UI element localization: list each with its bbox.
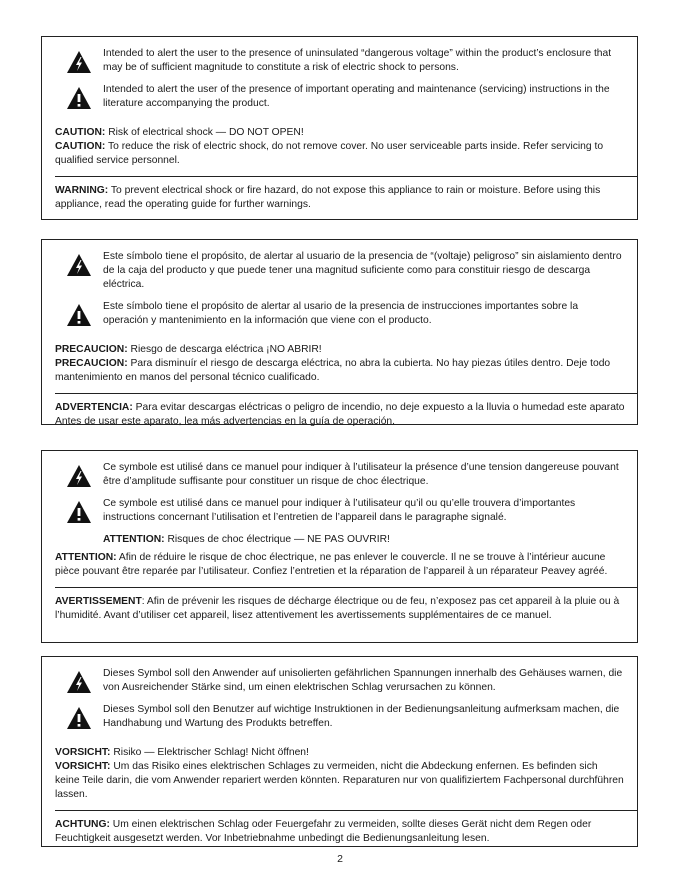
attention-symbol-row xyxy=(55,300,625,328)
exclamation-warning-icon xyxy=(55,497,103,524)
warning-paragraph xyxy=(55,818,625,846)
lightning-warning-icon xyxy=(55,47,103,74)
safety-box-french xyxy=(41,450,638,643)
caution-line-2 xyxy=(55,140,625,168)
exclamation-warning-icon xyxy=(55,300,103,327)
caution-label: VORSICHT: xyxy=(55,761,111,772)
caution-text: Para disminuír el riesgo de descarga eléctrica, no abra la cubierta. No hay piezas útiles dentro. Deje todo mantenimiento en manos del personal técnico cualificado. xyxy=(55,358,611,383)
attention-symbol-row xyxy=(55,703,625,731)
caution-line-1 xyxy=(55,533,625,547)
warning-label: ADVERTENCIA: xyxy=(55,402,133,413)
divider xyxy=(55,393,637,394)
caution-label: VORSICHT: xyxy=(55,747,111,758)
caution-label: ATTENTION: xyxy=(55,552,117,563)
attention-symbol-row xyxy=(55,83,625,111)
shock-symbol-text: Dieses Symbol soll den Anwender auf unisolierten gefährlichen Spannungen innerhalb des Gehäuses warnen, die von Ausreichender Stärke sind, um einen elektrischen Schlag verursachen zu können. xyxy=(103,668,623,693)
shock-symbol-row xyxy=(55,461,625,489)
safety-box-german xyxy=(41,656,638,847)
attention-symbol-text: Dieses Symbol soll den Benutzer auf wichtige Instruktionen in der Bedienungsanleitung aufmerksam machen, die Handhabung und Wartung des Produkts betreffen. xyxy=(103,704,620,729)
caution-label: PRECAUCION: xyxy=(55,344,128,355)
warning-paragraph xyxy=(55,401,625,429)
caution-text: Risiko — Elektrischer Schlag! Nicht öffnen! xyxy=(110,747,309,758)
caution-line-2 xyxy=(55,551,625,579)
caution-label: PRECAUCION: xyxy=(55,358,128,369)
divider xyxy=(55,810,637,811)
attention-symbol-text: Ce symbole est utilisé dans ce manuel pour indiquer à l’utilisateur qu’il ou qu’elle trouvera d’importantes instructions concernant l’utilisation et l’entretien de l’appareil dans le paragraphe signalé. xyxy=(103,498,576,523)
lightning-warning-icon xyxy=(55,250,103,277)
warning-text: Para evitar descargas eléctricas o peligro de incendio, no deje expuesto a la lluvia o humedad este aparato Antes de usar este aparato, lea más advertencias en la guía de operación. xyxy=(55,402,625,427)
divider xyxy=(55,587,637,588)
caution-label: CAUTION: xyxy=(55,141,106,152)
lightning-warning-icon xyxy=(55,461,103,488)
warning-text: Um einen elektrischen Schlag oder Feuergefahr zu vermeiden, sollte dieses Gerät nicht dem Regen oder Feuchtigkeit ausgesetzt werden. Vor Inbetriebnahme unbedingt die Bedienungsanleitung lesen. xyxy=(55,819,592,844)
warning-paragraph xyxy=(55,595,625,623)
warning-label: AVERTISSEMENT xyxy=(55,596,142,607)
caution-text: Risk of electrical shock — DO NOT OPEN! xyxy=(105,127,304,138)
warning-text: : Afin de prévenir les risques de décharge électrique ou de feu, n’exposez pas cet appareil à la pluie ou à l’humidité. Avant d’utiliser cet appareil, lisez attentivement les avertissements supplémentaires de ce manuel. xyxy=(55,596,620,621)
caution-line-2 xyxy=(55,357,625,385)
caution-label: CAUTION: xyxy=(55,127,106,138)
caution-text: Afin de réduire le risque de choc électrique, ne pas enlever le couvercle. Il ne se trouve à l’intérieur aucune pièce pouvant être reparée par l’utilisateur. Confiez l’entretien et la réparation de l’appareil à un réparateur Peavey agréé. xyxy=(55,552,608,577)
attention-symbol-text: Intended to alert the user of the presence of important operating and maintenance (servicing) instructions in the literature accompanying the product. xyxy=(103,84,610,109)
caution-text: Um das Risiko eines elektrischen Schlages zu vermeiden, nicht die Abdeckung enfernen. Es befinden sich keine Teile darin, die vom Anwender repariert werden könnten. Reparaturen nur von qualifiziertem Fachpersonal durchführen lassen. xyxy=(55,761,624,800)
shock-symbol-row xyxy=(55,250,625,292)
caution-text: To reduce the risk of electric shock, do not remove cover. No user serviceable parts inside. Refer servicing to qualified service personnel. xyxy=(55,141,604,166)
caution-line-2 xyxy=(55,760,625,802)
warning-label: ACHTUNG: xyxy=(55,819,110,830)
warning-paragraph xyxy=(55,184,625,212)
caution-text: Risques de choc électrique — NE PAS OUVRIR! xyxy=(164,534,390,545)
warning-label: WARNING: xyxy=(55,185,109,196)
caution-text: Riesgo de descarga eléctrica ¡NO ABRIR! xyxy=(127,344,322,355)
exclamation-warning-icon xyxy=(55,83,103,110)
caution-line-1 xyxy=(55,126,625,140)
exclamation-warning-icon xyxy=(55,703,103,730)
attention-symbol-text: Este símbolo tiene el propósito de alertar al usario de la presencia de instrucciones importantes sobre la operación y mantenimiento en la información que viene con el producto. xyxy=(103,301,579,326)
shock-symbol-row xyxy=(55,47,625,75)
divider xyxy=(55,176,637,177)
shock-symbol-text: Intended to alert the user to the presence of uninsulated “dangerous voltage” within the product’s enclosure that may be of sufficient magnitude to constitute a risk of electric shock to persons. xyxy=(103,48,612,73)
safety-box-english xyxy=(41,36,638,220)
attention-symbol-row xyxy=(55,497,625,525)
page-number: 2 xyxy=(337,853,343,865)
shock-symbol-text: Este símbolo tiene el propósito, de alertar al usuario de la presencia de “(voltaje) peligroso” sin aislamiento dentro de la caja del producto y que puede tener una magnitud suficiente como para constituir riesgo de descarga eléctrica. xyxy=(103,251,622,290)
warning-text: To prevent electrical shock or fire hazard, do not expose this appliance to rain or moisture. Before using this appliance, read the operating guide for further warnings. xyxy=(55,185,601,210)
safety-box-spanish xyxy=(41,239,638,425)
shock-symbol-row xyxy=(55,667,625,695)
caution-line-1 xyxy=(55,746,625,760)
caution-line-1 xyxy=(55,343,625,357)
shock-symbol-text: Ce symbole est utilisé dans ce manuel pour indiquer à l’utilisateur la présence d’une tension dangereuse pouvant être d’amplitude suffisante pour constituer un risque de choc électrique. xyxy=(103,462,619,487)
lightning-warning-icon xyxy=(55,667,103,694)
caution-label: ATTENTION: xyxy=(103,534,165,545)
